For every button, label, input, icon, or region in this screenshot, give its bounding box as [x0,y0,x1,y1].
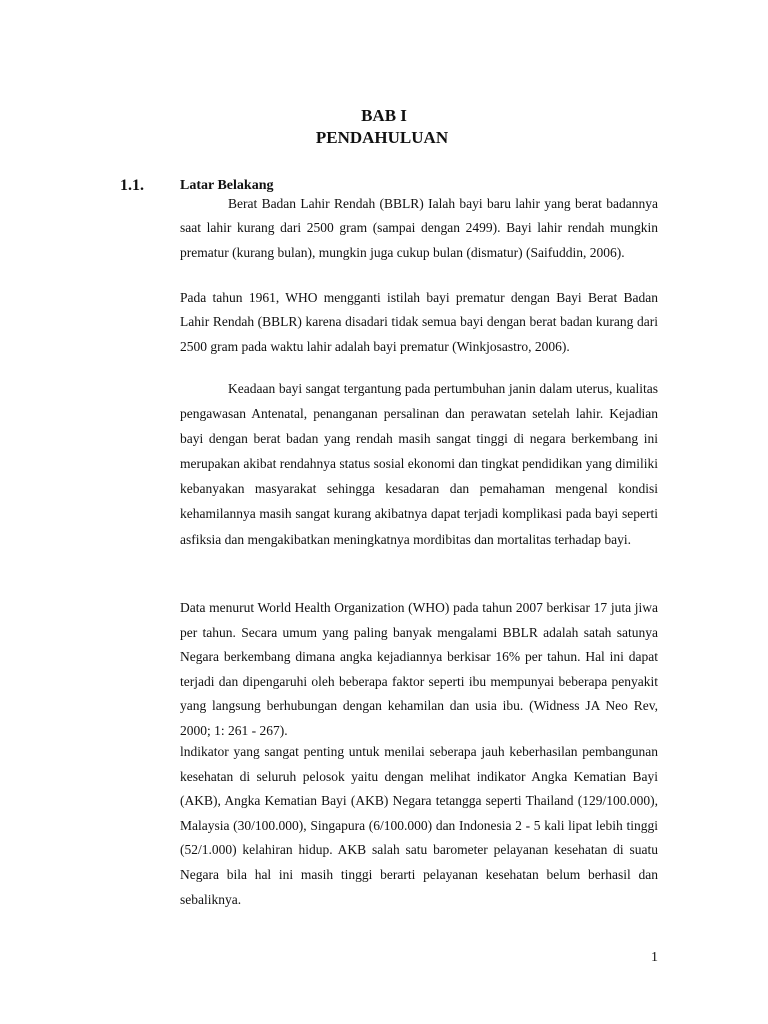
paragraph-who-1961: Pada tahun 1961, WHO mengganti istilah bayi prematur dengan Bayi Berat Badan Lahir Rendah (BBLR) karena disadari tidak semua bayi dengan berat badan kurang dari 2500 gram pada waktu lahir adalah bayi prematur (Winkjosastro, 2006). [180,290,658,354]
page-number: 1 [651,950,658,965]
paragraph-infant-condition: Keadaan bayi sangat tergantung pada pertumbuhan janin dalam uterus, kualitas pengawasan Antenatal, penanganan persalinan dan perawatan setelah lahir. Kejadian bayi dengan berat badan yang rendah masih sangat tinggi di negara berkembang ini merupakan akibat rendahnya status sosial ekonomi dan tingkat pendidikan yang dimiliki kebanyakan masyarakat sehingga kesadaran dan pemahaman mengenal kondisi kehamilannya masih sangat kurang akibatnya dapat terjadi komplikasi pada bayi seperti asfiksia dan mengakibatkan meningkatnya mordibitas dan mortalitas terhadap bayi. [180,381,658,547]
paragraph-akb-indicator: lndikator yang sangat penting untuk menilai seberapa jauh keberhasilan pembangunan kesehatan di seluruh pelosok yaitu dengan melihat indikator Angka Kematian Bayi (AKB), Angka Kematian Bayi (AKB) Negara tetangga seperti Thailand (129/100.000), Malaysia (30/100.000), Singapura (6/100.000) dan Indonesia 2 - 5 kali lipat lebih tinggi (52/1.000) kelahiran hidup. AKB salah satu barometer pelayanan kesehatan di suatu Negara bila hal ini masih tinggi berarti pelayanan kesehatan belum berhasil dan sebaliknya. [180,744,658,907]
chapter-number: BAB I [361,106,407,125]
section-number: 1.1. [120,177,144,194]
section-title: Latar Belakang [180,178,274,193]
chapter-title: PENDAHULUAN [315,128,449,147]
paragraph-who-data: Data menurut World Health Organization (WHO) pada tahun 2007 berkisar 17 juta jiwa per tahun. Secara umum yang paling banyak mengalami BBLR adalah satah satunya Negara berkembang dimana angka kejadiannya berkisar 16% per tahun. Hal ini dapat terjadi dan dipengaruhi oleh beberapa faktor seperti ibu mempunyai beberapa penyakit yang langsung berhubungan dengan kehamilan dan usia ibu. (Widness JA Neo Rev, 2000; 1: 261 - 267). [180,600,658,738]
paragraph-bblr-definition: Berat Badan Lahir Rendah (BBLR) Ialah bayi baru lahir yang berat badannya saat lahir kurang dari 2500 gram (sampai dengan 2499). Bayi lahir rendah mungkin prematur (kurang bulan), mungkin juga cukup bulan (dismatur) (Saifuddin, 2006). [180,196,658,260]
